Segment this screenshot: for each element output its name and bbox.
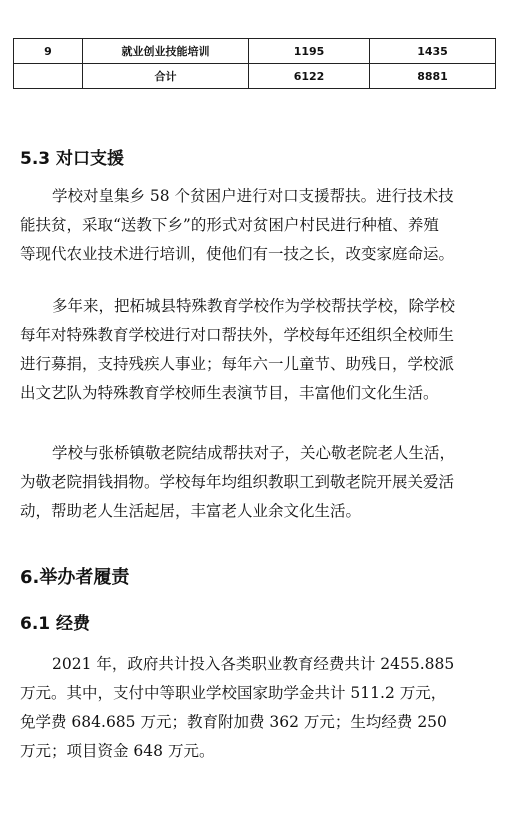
table-row	[14, 39, 496, 64]
paragraph-assistance-1	[20, 182, 504, 269]
paragraph-funding	[20, 650, 504, 766]
table-cell: 9	[14, 39, 83, 64]
table-cell: 8881	[370, 64, 496, 89]
table-cell: 1435	[370, 39, 496, 64]
paragraph-assistance-2	[20, 292, 504, 408]
text-line: 学校与张桥镇敬老院结成帮扶对子，关心敬老院老人生活，	[52, 444, 456, 462]
text-line: 免学费 684.685 万元；教育附加费 362 万元；生均经费 250	[20, 713, 447, 731]
text-line: 能扶贫，采取“送教下乡”的形式对贫困户村民进行种植、养殖	[20, 216, 439, 234]
text-line: 每年对特殊教育学校进行对口帮扶外，学校每年还组织全校师生	[20, 326, 455, 344]
table-cell: 就业创业技能培训	[83, 39, 249, 64]
section-6-heading: 6.举办者履责	[20, 567, 130, 588]
text-line: 等现代农业技术进行培训，使他们有一技之长，改变家庭命运。	[20, 245, 455, 263]
text-line: 动，帮助老人生活起居，丰富老人业余文化生活。	[20, 502, 362, 520]
text-line: 出文艺队为特殊教育学校师生表演节目，丰富他们文化生活。	[20, 384, 439, 402]
section-6-1-heading: 6.1 经费	[20, 614, 91, 634]
text-line: 为敬老院捐钱捐物。学校每年均组织教职工到敬老院开展关爱活	[20, 473, 455, 491]
paragraph-assistance-3	[20, 439, 504, 526]
text-line: 多年来，把柘城县特殊教育学校作为学校帮扶学校，除学校	[52, 297, 456, 315]
text-line: 万元。其中，支付中等职业学校国家助学金共计 511.2 万元，	[20, 684, 447, 702]
data-table	[13, 38, 491, 89]
table-row-total	[14, 64, 496, 89]
table-cell	[14, 64, 83, 89]
text-line: 2021 年，政府共计投入各类职业教育经费共计 2455.885	[52, 655, 455, 673]
table-cell: 6122	[249, 64, 370, 89]
table-cell: 1195	[249, 39, 370, 64]
text-line: 万元；项目资金 648 万元。	[20, 742, 215, 760]
section-5-3-heading: 5.3 对口支援	[20, 149, 125, 169]
text-line: 学校对皇集乡 58 个贫困户进行对口支援帮扶。进行技术技	[52, 187, 454, 205]
table-cell: 合计	[83, 64, 249, 89]
text-line: 进行募捐，支持残疾人事业；每年六一儿童节、助残日，学校派	[20, 355, 455, 373]
